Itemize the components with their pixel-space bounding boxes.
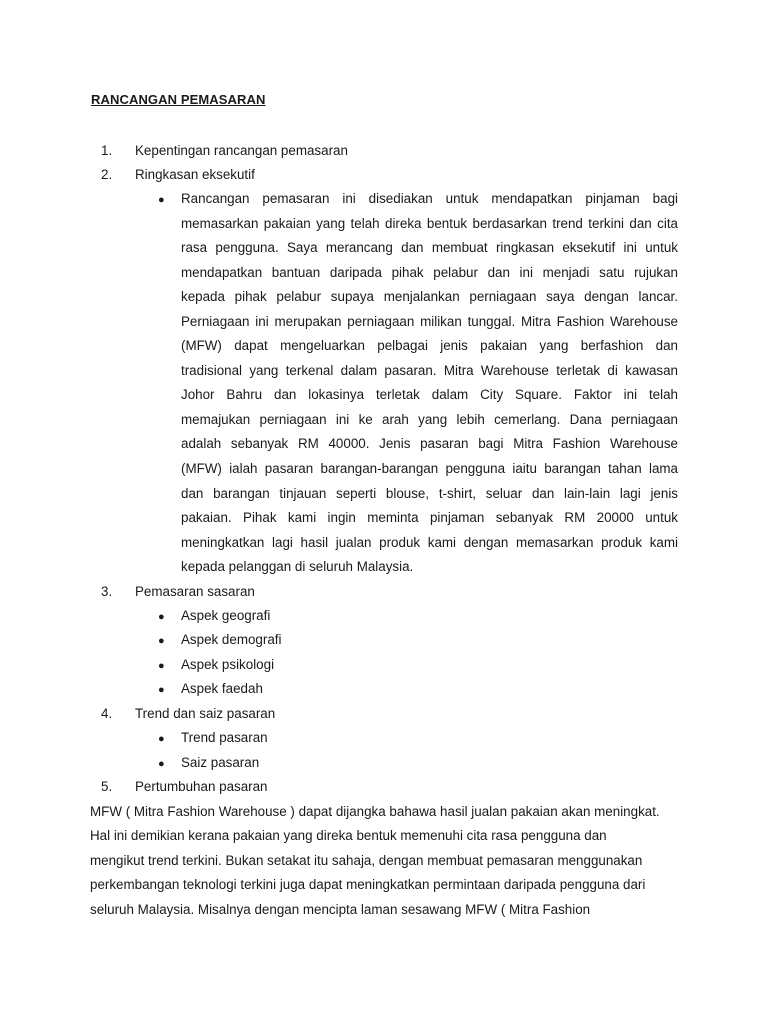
item-number: 5. xyxy=(101,779,113,794)
list-item: Trend pasaran xyxy=(181,730,268,745)
summary-line: dan barangan tinjauan seperti blouse, t-shirt, seluar dan lain-lain lagi jenis xyxy=(181,486,678,501)
bullet-marker: ● xyxy=(158,611,165,623)
summary-line: mendapatkan bantuan daripada pihak pelabur dan ini menjadi satu rujukan xyxy=(181,265,678,280)
summary-line: tradisional yang terkenal dalam pasaran. Mitra Warehouse terletak di kawasan xyxy=(181,363,678,378)
summary-line: (MFW) dapat mengeluarkan pelbagai jenis pakaian yang berfashion dan xyxy=(181,338,678,353)
summary-line: Rancangan pemasaran ini disediakan untuk mendapatkan pinjaman bagi xyxy=(181,191,678,206)
summary-line: memajukan perniagaan ini ke arah yang lebih cemerlang. Dana perniagaan xyxy=(181,412,678,427)
paragraph-line: seluruh Malaysia. Misalnya dengan mencipta laman sesawang MFW ( Mitra Fashion xyxy=(90,902,591,917)
document-title: RANCANGAN PEMASARAN xyxy=(91,92,266,107)
paragraph-line: MFW ( Mitra Fashion Warehouse ) dapat dijangka bahawa hasil jualan pakaian akan meningkat. xyxy=(90,804,660,819)
list-item: Aspek geografi xyxy=(181,608,271,623)
summary-line: rasa pengguna. Saya merancang dan membuat ringkasan eksekutif ini untuk xyxy=(181,240,678,255)
list-item: Aspek demografi xyxy=(181,632,282,647)
bullet-marker: ● xyxy=(158,758,165,770)
bullet-marker: ● xyxy=(158,733,165,745)
paragraph-line: Hal ini demikian kerana pakaian yang direka bentuk memenuhi cita rasa pengguna dan xyxy=(90,828,607,843)
summary-line: (MFW) ialah pasaran barangan-barangan pengguna iaitu barangan tahan lama xyxy=(181,461,678,476)
summary-line: memasarkan pakaian yang telah direka bentuk berdasarkan trend terkini dan cita xyxy=(181,216,678,231)
summary-line: meningkatkan lagi hasil jualan produk kami dengan memasarkan produk kami xyxy=(181,535,678,550)
item-heading: Kepentingan rancangan pemasaran xyxy=(135,143,348,158)
item-number: 3. xyxy=(101,584,113,599)
bullet-marker: ● xyxy=(158,684,165,696)
bullet-marker: ● xyxy=(158,194,165,206)
summary-line: kepada pelanggan di seluruh Malaysia. xyxy=(181,559,414,574)
item-number: 1. xyxy=(101,143,113,158)
list-item: Aspek faedah xyxy=(181,681,263,696)
summary-line: kepada pihak pelabur supaya menjalankan perniagaan saya dengan lancar. xyxy=(181,289,678,304)
list-item: Saiz pasaran xyxy=(181,755,260,770)
paragraph-line: perkembangan teknologi terkini juga dapat meningkatkan permintaan daripada pengguna dari xyxy=(90,877,646,892)
item-number: 4. xyxy=(101,706,113,721)
summary-line: pakaian. Pihak kami ingin meminta pinjaman sebanyak RM 20000 untuk xyxy=(181,510,678,525)
summary-line: Perniagaan ini merupakan perniagaan milikan tunggal. Mitra Fashion Warehouse xyxy=(181,314,678,329)
item-heading: Trend dan saiz pasaran xyxy=(135,706,276,721)
bullet-marker: ● xyxy=(158,635,165,647)
item-number: 2. xyxy=(101,167,113,182)
item-heading: Pemasaran sasaran xyxy=(135,584,255,599)
item-heading: Ringkasan eksekutif xyxy=(135,167,255,182)
summary-line: Johor Bahru dan lokasinya terletak dalam City Square. Faktor ini telah xyxy=(181,387,678,402)
bullet-marker: ● xyxy=(158,660,165,672)
summary-line: adalah sebanyak RM 40000. Jenis pasaran bagi Mitra Fashion Warehouse xyxy=(181,436,678,451)
paragraph-line: mengikut trend terkini. Bukan setakat itu sahaja, dengan membuat pemasaran menggunakan xyxy=(90,853,643,868)
item-heading: Pertumbuhan pasaran xyxy=(135,779,268,794)
list-item: Aspek psikologi xyxy=(181,657,275,672)
